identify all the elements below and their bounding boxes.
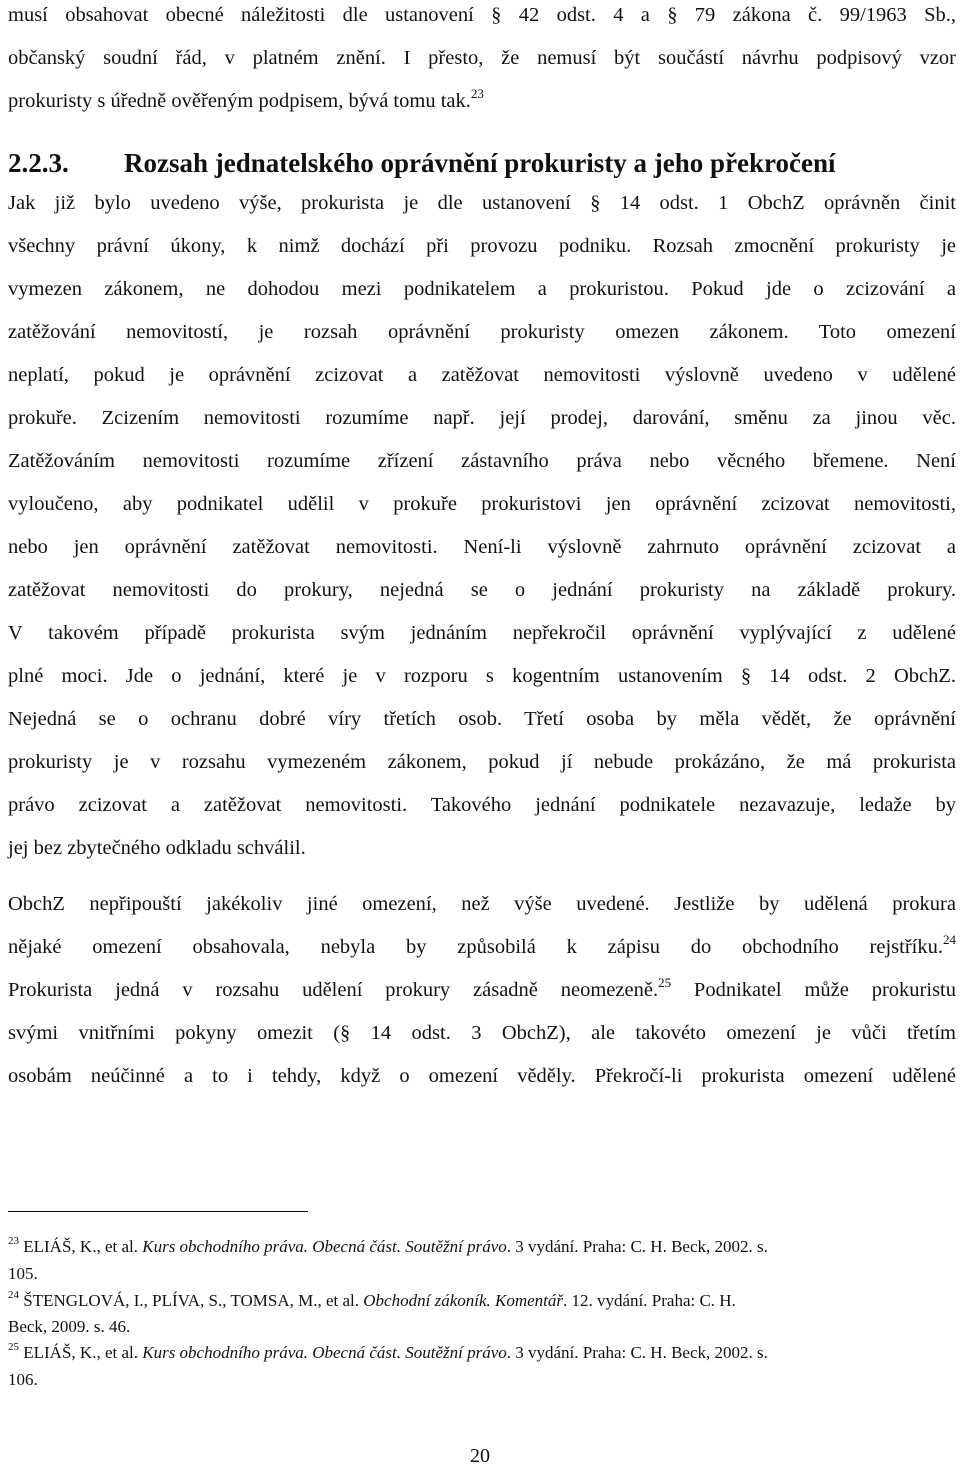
- text-line: svými vnitřními pokyny omezit (§ 14 odst. 3 ObchZ), ale takovéto omezení je vůči třetím: [8, 1022, 956, 1044]
- footnote-24: $^{24}$ ŠTENGLOVÁ, I., PLÍVA, S., TOMSA, M., et al. Obchodní zákoník. Komentář. 12. vydání. Praha: C. H.: [8, 1289, 736, 1310]
- text-line: ObchZ nepřipouští jakékoliv jiné omezení, než výše uvedené. Jestliže by udělená prokura: [8, 893, 956, 915]
- text-line: nějaké omezení obsahovala, nebyla by způsobilá k zápisu do obchodního rejstříku.$^{24}$: [8, 932, 956, 958]
- section-title: Rozsah jednatelského oprávnění prokuristy a jeho překročení: [124, 148, 836, 178]
- text-line: Prokurista jedná v rozsahu udělení prokury zásadně neomezeně.$^{25}$ Podnikatel může prokuristu: [8, 975, 956, 1001]
- text-line: nebo jen oprávnění zatěžovat nemovitosti. Není-li výslovně zahrnuto oprávnění zcizovat a: [8, 536, 956, 558]
- footnote-ref: 25: [658, 975, 672, 990]
- footnote-separator: [8, 1211, 308, 1212]
- footnote-25-cont: 106.: [8, 1370, 38, 1389]
- footnote-ref: 24: [943, 932, 956, 947]
- text-line: vymezen zákonem, ne dohodou mezi podnikatelem a prokuristou. Pokud jde o zcizování a: [8, 278, 956, 300]
- text-line: všechny právní úkony, k nimž dochází při provozu podniku. Rozsah zmocnění prokuristy je: [8, 235, 956, 257]
- text-line: vyloučeno, aby podnikatel udělil v prokuře prokuristovi jen oprávnění zcizovat nemovitosti,: [8, 493, 956, 515]
- text-line: Nejedná se o ochranu dobré víry třetích osob. Třetí osoba by měla vědět, že oprávnění: [8, 708, 956, 730]
- footnote-23-cont: 105.: [8, 1264, 38, 1283]
- text-line: osobám neúčinné a to i tehdy, když o omezení věděly. Překročí-li prokurista omezení udělené: [8, 1065, 956, 1087]
- text-line: plné moci. Jde o jednání, které je v rozporu s kogentním ustanovením § 14 odst. 2 ObchZ.: [8, 665, 956, 687]
- page-number: 20: [470, 1445, 490, 1467]
- text-line: jej bez zbytečného odkladu schválil.: [8, 837, 306, 859]
- text-line: zatěžovat nemovitosti do prokury, nejedná se o jednání prokuristy na základě prokury.: [8, 579, 956, 601]
- section-number: 2.2.3.: [8, 148, 69, 178]
- text-line: právo zcizovat a zatěžovat nemovitosti. Takového jednání podnikatele nezavazuje, ledaže by: [8, 794, 956, 816]
- footnote-23: $^{23}$ ELIÁŠ, K., et al. Kurs obchodního práva. Obecná část. Soutěžní právo. 3 vydání. Praha: C. H. Beck, 2002. s.: [8, 1235, 768, 1256]
- text-line: zatěžování nemovitostí, je rozsah oprávnění prokuristy omezen zákonem. Toto omezení: [8, 321, 956, 343]
- text-line: občanský soudní řád, v platném znění. I přesto, že nemusí být součástí návrhu podpisový vzor: [8, 47, 956, 69]
- text-line: prokuře. Zcizením nemovitosti rozumíme např. její prodej, darování, směnu za jinou věc.: [8, 407, 956, 429]
- footnote-25: $^{25}$ ELIÁŠ, K., et al. Kurs obchodního práva. Obecná část. Soutěžní právo. 3 vydání. Praha: C. H. Beck, 2002. s.: [8, 1341, 768, 1362]
- section-heading: [8, 148, 836, 179]
- text-line: prokuristy s úředně ověřeným podpisem, bývá tomu tak.$^{23}$: [8, 86, 484, 112]
- text-line: Jak již bylo uvedeno výše, prokurista je dle ustanovení § 14 odst. 1 ObchZ oprávněn činit: [8, 192, 956, 214]
- footnote-24-cont: Beck, 2009. s. 46.: [8, 1317, 131, 1336]
- text-line: prokuristy je v rozsahu vymezeném zákonem, pokud jí nebude prokázáno, že má prokurista: [8, 751, 956, 773]
- text-line: Zatěžováním nemovitosti rozumíme zřízení zástavního práva nebo věcného břemene. Není: [8, 450, 956, 472]
- text-line: V takovém případě prokurista svým jednáním nepřekročil oprávnění vyplývající z udělené: [8, 622, 956, 644]
- footnote-ref: 23: [470, 86, 484, 101]
- text-line: musí obsahovat obecné náležitosti dle ustanovení § 42 odst. 4 a § 79 zákona č. 99/1963 Sb.,: [8, 4, 956, 26]
- text-line: neplatí, pokud je oprávnění zcizovat a zatěžovat nemovitosti výslovně uvedeno v udělené: [8, 364, 956, 386]
